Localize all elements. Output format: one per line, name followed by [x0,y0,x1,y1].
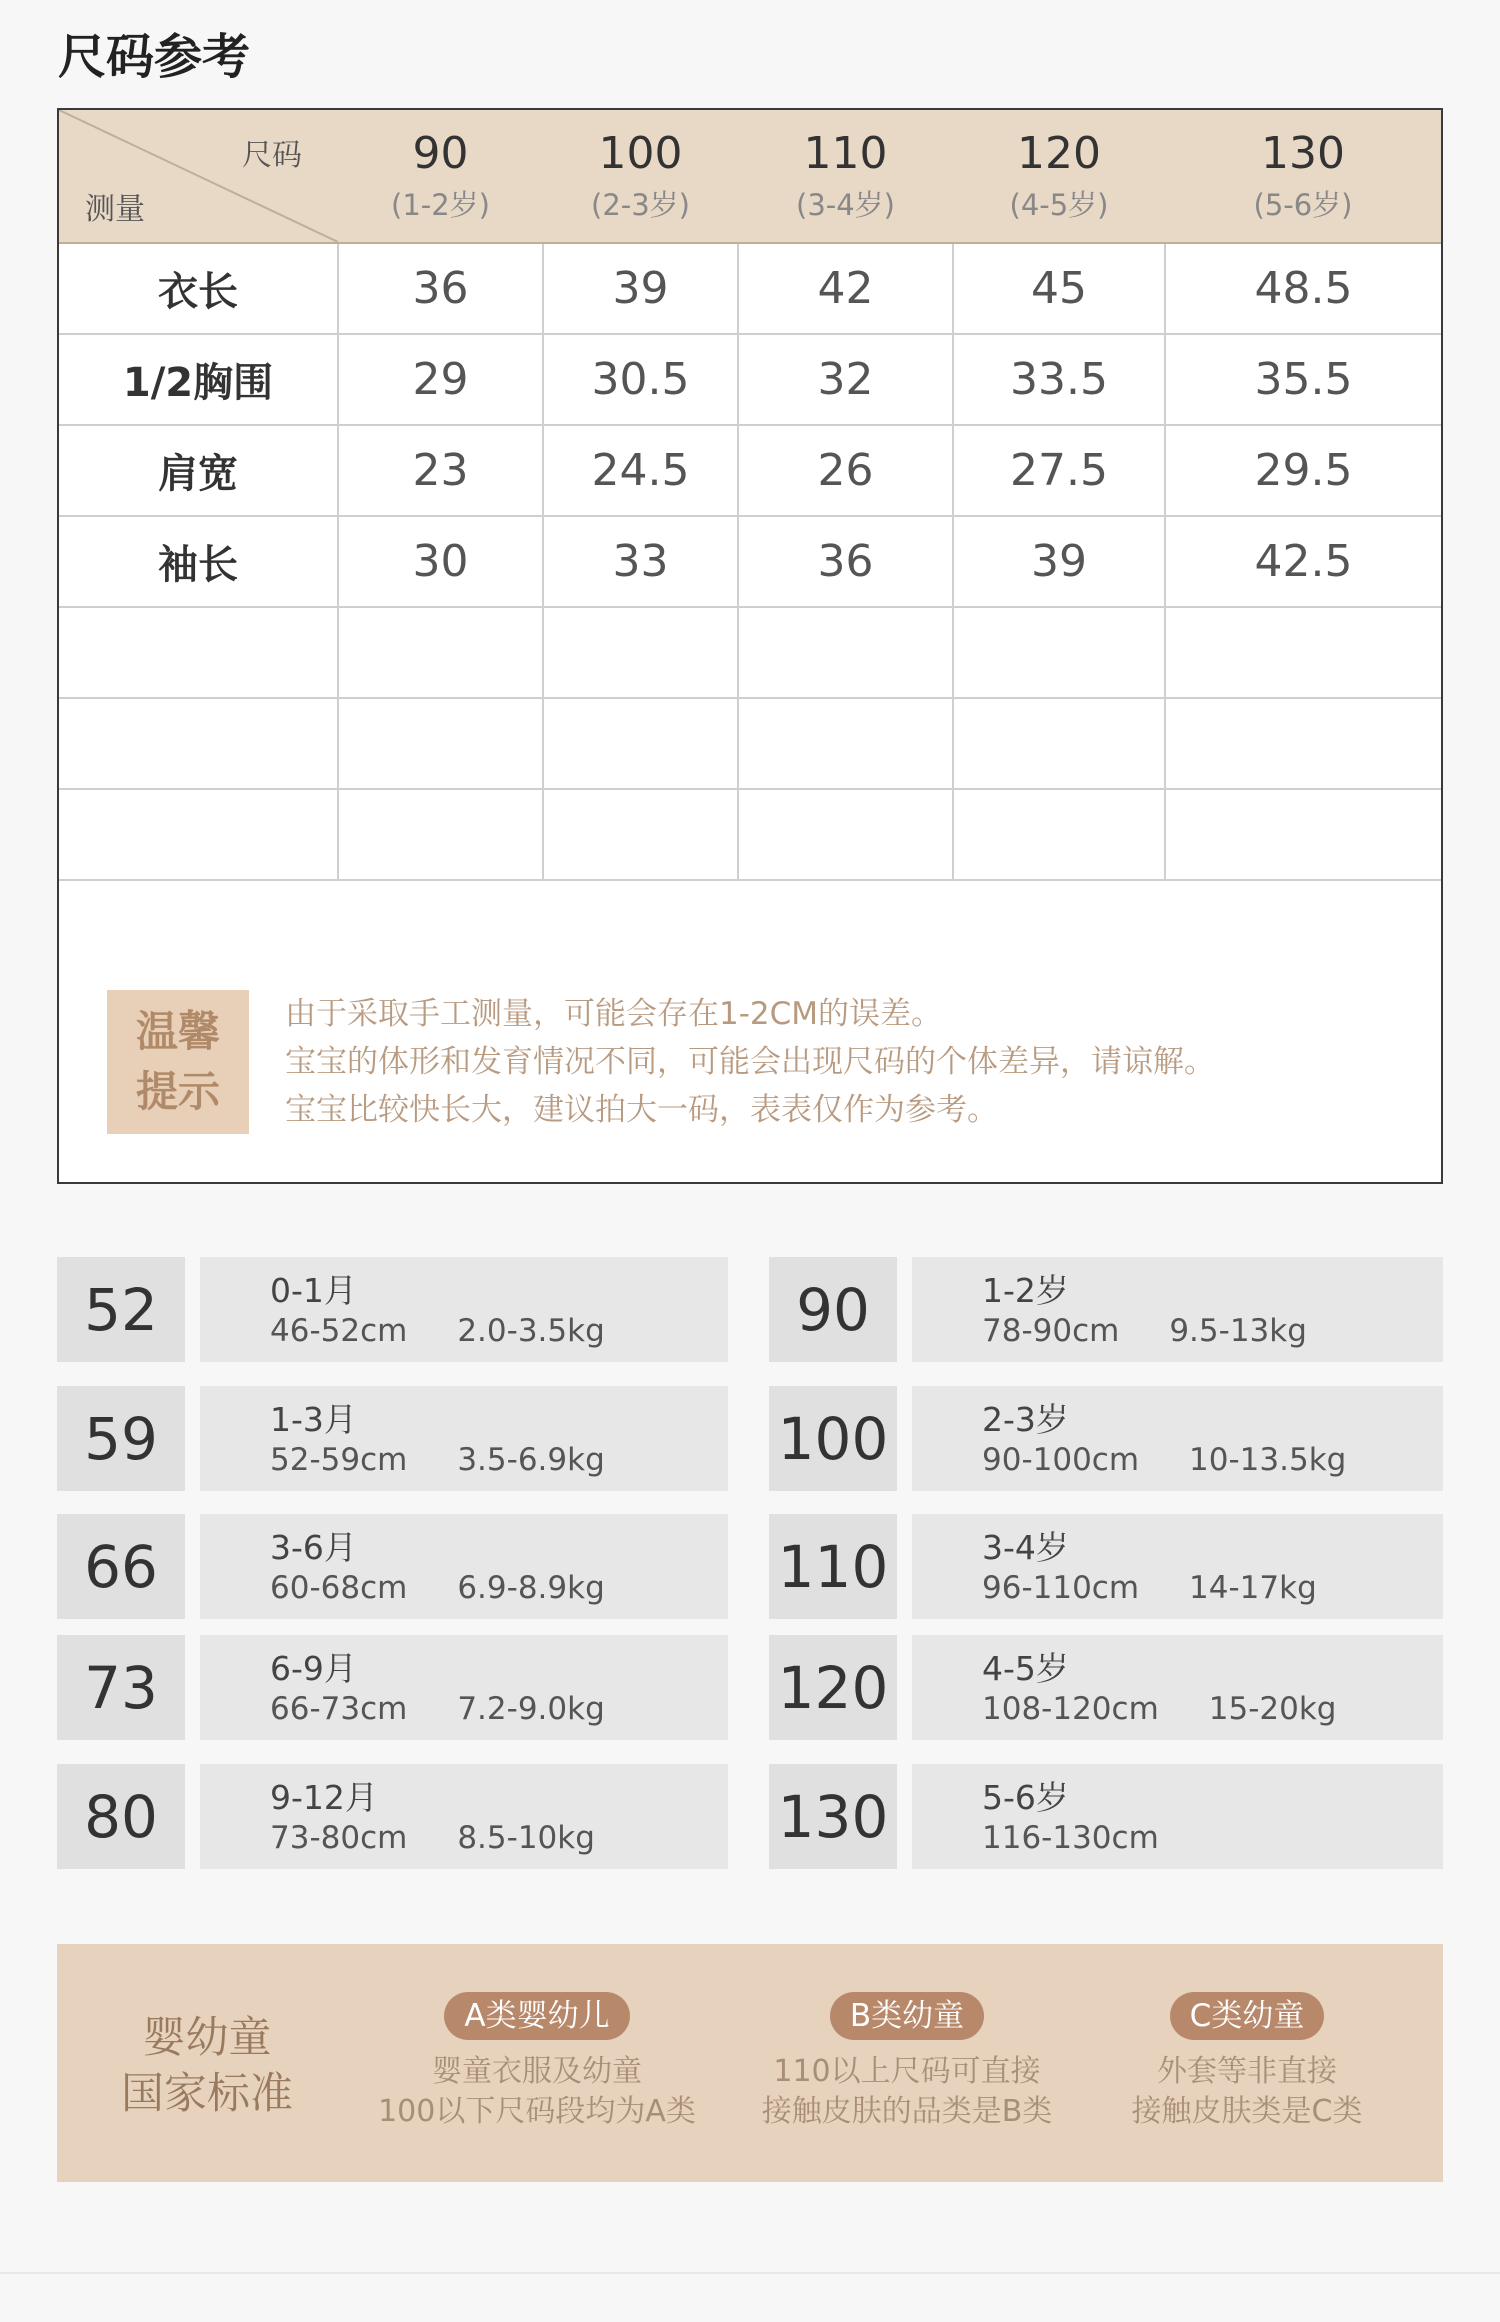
size-age: (1-2岁) [391,188,490,222]
size-value: 90 [412,128,469,179]
age-size-number: 66 [57,1514,185,1619]
age-range: 9-12月 [270,1778,378,1817]
category-desc: 100以下尺码段均为A类 [378,2094,696,2129]
standards-banner [57,1944,1443,2182]
age-range: 2-3岁 [982,1400,1069,1439]
table-cell: 33.5 [953,334,1165,425]
table-cell: 29 [338,334,543,425]
table-row [59,425,1441,516]
row-label: 衣长 [59,243,338,334]
age-chart-row [57,1257,728,1362]
height-range: 66-73cm [270,1691,408,1727]
category-desc: 外套等非直接 [1157,2054,1337,2089]
tips-badge-line1: 温馨 [135,1007,220,1056]
category-desc: 接触皮肤的品类是B类 [761,2094,1053,2129]
category-pill: C类幼童 [1170,1992,1325,2040]
category-pill: A类婴幼儿 [444,1992,629,2040]
age-chart-row [57,1764,728,1869]
height-range: 60-68cm [270,1570,408,1606]
age-chart [57,1257,1443,1877]
age-stats [982,1311,1443,1351]
standards-title [107,2010,307,2122]
age-chart-row [57,1386,728,1491]
corner-size-label: 尺码 [242,138,302,173]
row-label: 1/2胸围 [59,334,338,425]
page-title: 尺码参考 [58,29,251,85]
weight-range: 14-17kg [1189,1570,1317,1606]
size-age: (4-5岁) [1009,188,1109,222]
weight-range: 8.5-10kg [457,1820,595,1856]
age-chart-row [769,1386,1443,1491]
table-cell: 24.5 [543,425,738,516]
table-cell: 48.5 [1165,243,1441,334]
row-label: 肩宽 [59,425,338,516]
empty-cell [1165,698,1441,789]
standards-title-line2: 国家标准 [121,2069,293,2119]
tips-badge-line2: 提示 [135,1067,220,1116]
table-cell: 33 [543,516,738,607]
empty-cell [543,789,738,880]
empty-cell [543,607,738,698]
age-info-box [912,1635,1443,1740]
standard-category-c [1087,1992,1407,2132]
table-cell: 39 [543,243,738,334]
category-pill: B类幼童 [830,1992,984,2040]
weight-range: 15-20kg [1208,1691,1337,1727]
table-cell: 36 [738,516,953,607]
age-stats [982,1568,1443,1608]
weight-range: 9.5-13kg [1169,1313,1307,1349]
height-range: 90-100cm [982,1442,1140,1478]
table-cell: 30.5 [543,334,738,425]
size-age: (2-3岁) [591,188,690,222]
age-info-box [912,1764,1443,1869]
height-range: 108-120cm [982,1691,1159,1727]
size-age: (3-4岁) [796,188,895,222]
size-column-header [953,110,1165,243]
empty-cell [1165,789,1441,880]
age-info-box [200,1764,728,1869]
tip-line: 宝宝的体形和发育情况不同，可能会出现尺码的个体差异，请谅解。 [285,1044,1215,1080]
age-chart-row [769,1764,1443,1869]
empty-cell [738,607,953,698]
empty-row [59,789,1441,880]
divider [0,2272,1500,2274]
table-cell: 42.5 [1165,516,1441,607]
age-range: 3-6月 [270,1528,357,1567]
weight-range: 6.9-8.9kg [457,1570,605,1606]
tips-badge [107,990,249,1134]
empty-cell [738,789,953,880]
category-desc: 婴童衣服及幼童 [432,2054,642,2089]
empty-cell [338,789,543,880]
age-range: 1-3月 [270,1400,357,1439]
table-cell: 32 [738,334,953,425]
age-stats [270,1568,728,1608]
corner-measure-label: 测量 [85,192,145,227]
age-size-number: 73 [57,1635,185,1740]
weight-range: 10-13.5kg [1189,1442,1347,1478]
size-age: (5-6岁) [1253,188,1353,222]
empty-row [59,698,1441,789]
age-stats [982,1689,1443,1729]
age-chart-row [769,1635,1443,1740]
age-size-number: 120 [769,1635,897,1740]
age-chart-row [57,1635,728,1740]
age-size-number: 52 [57,1257,185,1362]
height-range: 78-90cm [982,1313,1120,1349]
age-info-box [200,1514,728,1619]
row-label: 袖长 [59,516,338,607]
empty-cell [59,607,338,698]
age-stats [270,1311,728,1351]
empty-row [59,607,1441,698]
age-info-box [912,1257,1443,1362]
size-value: 130 [1261,128,1345,179]
age-range: 0-1月 [270,1271,357,1310]
size-column-header [338,110,543,243]
age-size-number: 90 [769,1257,897,1362]
age-chart-row [57,1514,728,1619]
empty-cell [543,698,738,789]
age-size-number: 80 [57,1764,185,1869]
tip-line: 宝宝比较快长大，建议拍大一码，表表仅作为参考。 [285,1092,998,1128]
height-range: 46-52cm [270,1313,408,1349]
corner-header [59,110,338,243]
age-info-box [200,1257,728,1362]
height-range: 96-110cm [982,1570,1140,1606]
age-info-box [200,1386,728,1491]
size-header-row [59,110,1441,243]
table-cell: 26 [738,425,953,516]
table-cell: 42 [738,243,953,334]
weight-range: 3.5-6.9kg [457,1442,605,1478]
age-stats [982,1818,1443,1858]
table-row [59,516,1441,607]
table-cell: 45 [953,243,1165,334]
standard-category-a [347,1992,727,2132]
age-chart-row [769,1257,1443,1362]
age-stats [270,1440,728,1480]
standard-category-b [717,1992,1097,2132]
empty-cell [59,789,338,880]
empty-cell [953,698,1165,789]
age-info-box [912,1514,1443,1619]
tips-text [285,990,1215,1134]
standards-title-line1: 婴幼童 [142,2013,272,2063]
table-cell: 36 [338,243,543,334]
height-range: 73-80cm [270,1820,408,1856]
age-range: 3-4岁 [982,1528,1069,1567]
size-column-header [1165,110,1441,243]
age-range: 5-6岁 [982,1778,1069,1817]
size-table [59,110,1441,881]
category-desc: 110以上尺码可直接 [773,2054,1041,2089]
weight-range: 7.2-9.0kg [457,1691,605,1727]
age-stats [982,1440,1443,1480]
category-desc: 接触皮肤类是C类 [1131,2094,1363,2129]
age-size-number: 59 [57,1386,185,1491]
age-info-box [912,1386,1443,1491]
height-range: 52-59cm [270,1442,408,1478]
age-size-number: 110 [769,1514,897,1619]
age-stats [270,1689,728,1729]
table-cell: 23 [338,425,543,516]
age-chart-row [769,1514,1443,1619]
table-cell: 35.5 [1165,334,1441,425]
table-cell: 30 [338,516,543,607]
age-size-number: 100 [769,1386,897,1491]
age-size-number: 130 [769,1764,897,1869]
empty-cell [953,607,1165,698]
age-range: 4-5岁 [982,1649,1069,1688]
weight-range: 2.0-3.5kg [457,1313,605,1349]
size-value: 100 [598,128,683,179]
size-column-header [543,110,738,243]
tip-line: 由于采取手工测量，可能会存在1-2CM的误差。 [285,996,943,1032]
empty-cell [738,698,953,789]
tips-section [107,990,1215,1134]
size-value: 110 [803,128,888,179]
size-column-header [738,110,953,243]
height-range: 116-130cm [982,1820,1159,1856]
empty-cell [59,698,338,789]
table-cell: 29.5 [1165,425,1441,516]
age-stats [270,1818,728,1858]
table-row [59,243,1441,334]
table-cell: 27.5 [953,425,1165,516]
empty-cell [953,789,1165,880]
age-range: 6-9月 [270,1649,357,1688]
table-cell: 39 [953,516,1165,607]
size-value: 120 [1017,128,1101,179]
size-chart-card [57,108,1443,1184]
age-range: 1-2岁 [982,1271,1069,1310]
empty-cell [338,698,543,789]
empty-cell [338,607,543,698]
table-row [59,334,1441,425]
empty-cell [1165,607,1441,698]
age-info-box [200,1635,728,1740]
